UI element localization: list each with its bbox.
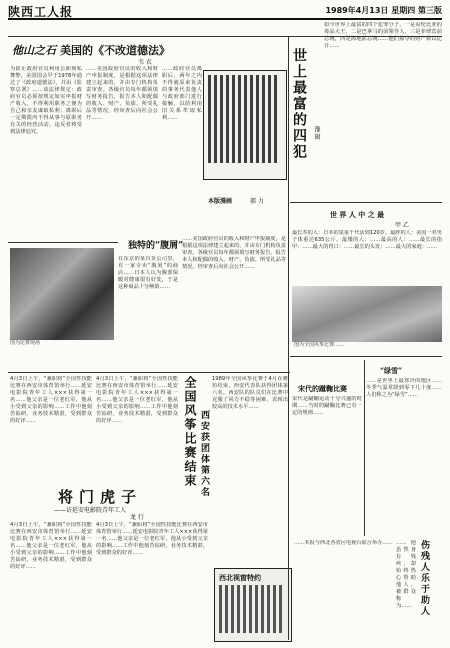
cartoon-label: 本版漫画 — [208, 198, 233, 205]
article-body: ……美国政府官员的收入和财产申报制度，是根据这项法律建立起来的，并由专门机构负责审查。各级官员每年都须填写财务报告，报告本人和配偶的收入、财产、负债、所受礼品等情况，经审查后向社会公开…… — [182, 236, 286, 270]
feature-box — [214, 568, 292, 642]
column-divider — [288, 36, 289, 640]
page-number: 第三版 — [418, 6, 442, 15]
article-subtitle: ——访延安电影院青年工人 — [54, 507, 127, 514]
article-title-right-column: “绿雪” — [380, 366, 403, 375]
article-title-small-stories: 宋代的蹴鞠比赛 — [298, 384, 347, 393]
weekday: 星期四 — [391, 6, 416, 15]
article-byline: 韦 衣 — [138, 59, 152, 66]
photo-kite-competition — [292, 286, 442, 342]
article-byline: 豫 辑 — [313, 126, 320, 140]
article-title-feature: 西北视窗特约 — [219, 573, 261, 582]
divider — [290, 202, 442, 203]
vertical-headline-world-richest: 世上最富的四犯 — [291, 48, 307, 160]
article-body: 4月3日上午，“兼职将”全国性技能比赛在西安市体育馆举行……延安电影院青年工人×××获得第一名……他父亲是一位老红军，他从小受到父亲的影响……工作中他刻苦钻研，业务技术精湛，受到群众的好评…… — [10, 376, 92, 424]
article-body: ……本报与西北各省区电视台联合举办…… — [294, 540, 393, 546]
divider — [290, 356, 442, 357]
photo-people — [10, 248, 114, 340]
cartoon-box — [203, 70, 287, 180]
page-header — [8, 3, 442, 20]
article-body: 如今世界上最富的四个犯罪分子，一是哥伦比亚的毒品大王，二是巴拿马的前领导人，三是菲律宾前总统，四是海地前总统……他们掠夺的财产数以亿计…… — [324, 22, 442, 49]
divider — [8, 242, 118, 243]
photo-caption: 图为全国风筝比赛…… — [294, 342, 345, 348]
divider — [8, 372, 290, 373]
article-title-general-story: 将门虎子 — [58, 488, 143, 506]
feature-image — [219, 585, 285, 633]
article-body: 在东京的某百货公司里，有一家专卖“腹屑”的商店……日本人认为腹部保暖对健康很有好处，于是这种商品十分畅销…… — [118, 256, 178, 290]
article-byline: 甲 乙 — [395, 222, 409, 229]
article-byline: 龙 行 — [130, 514, 144, 521]
article-body: 4月3日上午，“兼职将”全国性技能比赛在西安市体育馆举行……延安电影院青年工人×××获得第一名……他父亲是一位老红军，他从小受到父亲的影响……工作中他刻苦钻研，业务技术精湛，受到群众的好评…… — [96, 376, 178, 424]
article-body: 4月3日上午，“兼职将”全国性技能比赛在西安市体育馆举行……延安电影院青年工人×××获得第一名……他父亲是一位老红军，他从小受到父亲的影响……工作中他刻苦钻研，业务技术精湛，受到群众的好评…… — [10, 522, 92, 570]
article-title-american-morality: 美国的《不改道德法》 — [60, 44, 170, 57]
article-body: ……是世界上最寒冷的地区……冬季气温常降到零下几十度……人们称之为“绿雪”…… — [366, 378, 442, 398]
column-logo: 他山之石 — [12, 44, 56, 57]
article-body: 为防止政府官员利用公职徇私舞弊，美国国会早于1978年通过了《政府道德法》，并由《监察总署》……该法律规定：政府官员必须按规定如实申报财产收入，不得利用职务之便为自己和亲友谋取私利；离职后一定期限内不得从事与原职务有关的经营活动。违反者将受到法律追究。 — [10, 66, 82, 135]
article-body: 4月3日上午，“兼职将”全国性技能比赛在西安市体育馆举行……延安电影院青年工人×××获得第一名……他父亲是一位老红军，他从小受到父亲的影响……工作中他刻苦钻研，业务技术精湛，受到群众的好评…… — [96, 522, 208, 556]
vertical-subheadline: 西安获团体第六名 — [199, 410, 209, 498]
vertical-headline-disabled-helper: 伤残人乐于助人 — [419, 540, 429, 617]
date: 1989年4月13日 — [325, 6, 389, 15]
masthead: 陕西工人报 — [8, 5, 74, 19]
article-body: 宋代是蹴鞠运动十分兴盛的时期……当时的蹴鞠比赛已有一定的规则…… — [292, 396, 362, 416]
cartoon-artist: 郝 力 — [250, 198, 264, 205]
vertical-headline-kite-competition: 全国风筝比赛结束 — [183, 376, 197, 488]
divider — [8, 36, 442, 37]
dateline — [325, 5, 442, 16]
article-body: ……他虽然身有残疾，却始终热心帮助他人，被群众称为…… — [396, 540, 416, 609]
article-body: 最长寿的人：日本的泉重千代活到120岁。最胖的人：美国一名男子体重达635公斤。最矮的人：……最高的人：……最长的指甲：……最大的胃口：……最长的头发：……最大的家庭：…… — [292, 230, 442, 250]
article-title-world-people: 世 界 人 中 之 最 — [330, 210, 385, 219]
cartoon-image — [208, 75, 280, 163]
column-divider — [364, 360, 365, 536]
article-title-unique-view: 独特的“腹屑” — [128, 241, 184, 251]
article-body: 1989年全国风筝比赛于4月在潍坊结束，西安代表队获得团体第六名。西安队的队员们在比赛中克服了风力不稳等困难，表现出较高的技术水平…… — [212, 376, 288, 410]
article-body: ……政府官员离职后，两年之内不得就原来负责的事务代表他人与政府部门进行接触，以防利用旧关系牟取私利…… — [162, 66, 202, 121]
article-body: ……美国政府官员的收入和财产申报制度，是根据这项法律建立起来的，并由专门机构负责审查。各级官员每年都须填写财务报告，报告本人和配偶的收入、财产、负债、所受礼品等情况，经审查后向社会公开…… — [86, 66, 158, 121]
photo-caption: 图为比赛现场 — [10, 340, 41, 346]
